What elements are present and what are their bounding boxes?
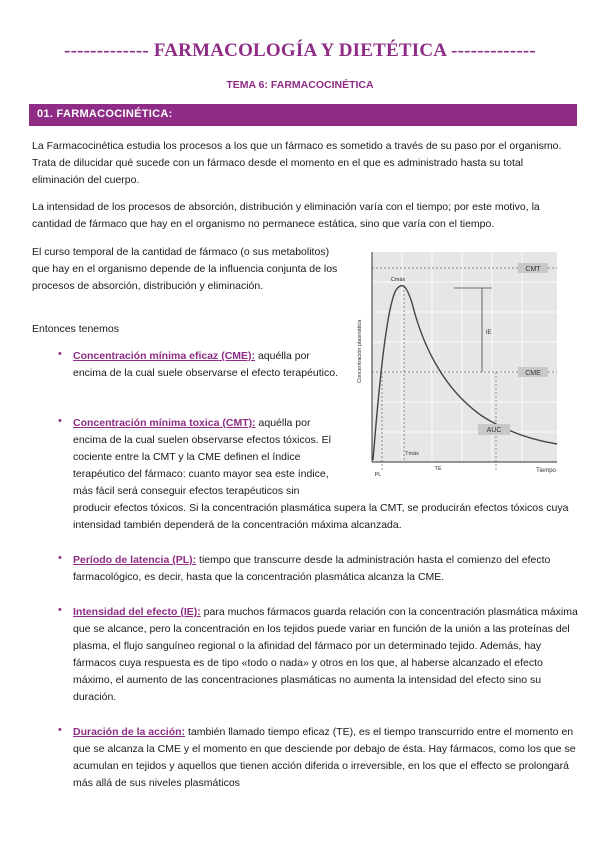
y-axis-label: Concentración plasmática [357,319,363,383]
paragraph-intro: La Farmacocinética estudia los procesos a los que un fármaco es sometido a través de su paso por el organismo. Trata de dilucidar qué sucede con un fármaco desde el momento en el que es administrado hasta su total eliminación del cuerpo. [32,140,562,186]
cmax-label: Cmáx [390,277,406,283]
bullet-icon: • [58,552,62,564]
term-ie: Intensidad del efecto (IE): [73,606,201,618]
list-item-duration [73,724,578,792]
curve-svg [342,248,580,478]
definition-pl: tiempo que transcurre desde la administración hasta el comienzo del efecto farmacológico, es decir, hasta que la concentración plasmática alcanza la CME. [73,554,551,583]
plot-background [372,252,557,462]
term-duration: Duración de la acción: [73,726,186,738]
pharmacokinetic-curve-figure [342,248,580,478]
paragraph-intensity: La intensidad de los procesos de absorción, distribución y eliminación varía con el tiempo; por este motivo, la cantidad de fármaco que hay en el organismo no permanece estática, sino que varía con el tiempo. [32,201,540,230]
document-title: ------------- FARMACOLOGÍA Y DIETÉTICA ------------- [64,40,536,61]
pl-label: PL [374,472,382,478]
definition-cmt: aquélla por encima de la cual suelen observarse efectos tóxicos. El cociente entre la CMT y la CME definen el índice terapéutico del fármaco: cuanto mayor sea este índice, más fácil será conseguir efectos terapéuticos sin producir efectos tóxicos. Si la concentración plasmática supera la CMT, se producirán efectos tóxicos cuya intensidad también dependerá de la concentración máxima alcanzada. [73,417,569,531]
bullet-icon: • [58,348,62,360]
paragraph-temporal-course: El curso temporal de la cantidad de fármaco (o sus metabolitos) que hay en el organismo depende de la influencia conjunta de los procesos de absorción, distribución y eliminación. [32,246,338,292]
cme-label: CME [525,370,541,377]
definition-cme: aquélla por encima de la cual suele observarse el efecto terapéutico. [73,350,338,379]
tmax-label: Tmáx [405,451,419,457]
section-heading: 01. FARMACOCINÉTICA: [29,104,577,126]
paragraph-then: Entonces tenemos [32,323,119,335]
term-cme: Concentración mínima eficaz (CME): [73,350,256,362]
bullet-icon: • [58,724,62,736]
definition-ie: para muchos fármacos guarda relación con la concentración plasmática máxima que se alcance, pero la concentración en los tejidos puede variar en función de la unión a las proteínas del plasma, el flujo sanguíneo regional o la afinidad del fármaco por un determinado tejido. Además, hay fármacos cuya respuesta es de tipo «todo o nada» y otros en los que, al haberse alcanzado el efecto máximo, el aumento de las concentraciones plasmáticas no aumenta la intensidad del efecto sino su duración. [73,606,578,703]
bullet-icon: • [58,415,62,427]
topic-title: TEMA 6: FARMACOCINÉTICA [226,79,374,91]
definition-duration: también llamado tiempo eficaz (TE), es el tiempo transcurrido entre el momento en que se alcanza la CME y el momento en que desciende por debajo de ésta. Hay fármacos, como los que se acumulan en tejidos y aquellos que tienen acción diferida o irreversible, en los que el effecto se prolongará más allá de sus niveles plasmáticos [73,726,576,789]
list-item-cme [73,348,343,382]
bullet-icon: • [58,604,62,616]
x-axis-label: Tiempo [536,468,556,474]
ie-label: IE [486,330,492,336]
list-item-ie [73,604,578,706]
cmt-label: CMT [525,266,541,273]
term-pl: Período de latencia (PL): [73,554,197,566]
auc-label: AUC [486,427,502,434]
te-label: TE [434,466,442,472]
list-item-pl [73,552,578,586]
term-cmt: Concentración mínima toxica (CMT): [73,417,256,429]
